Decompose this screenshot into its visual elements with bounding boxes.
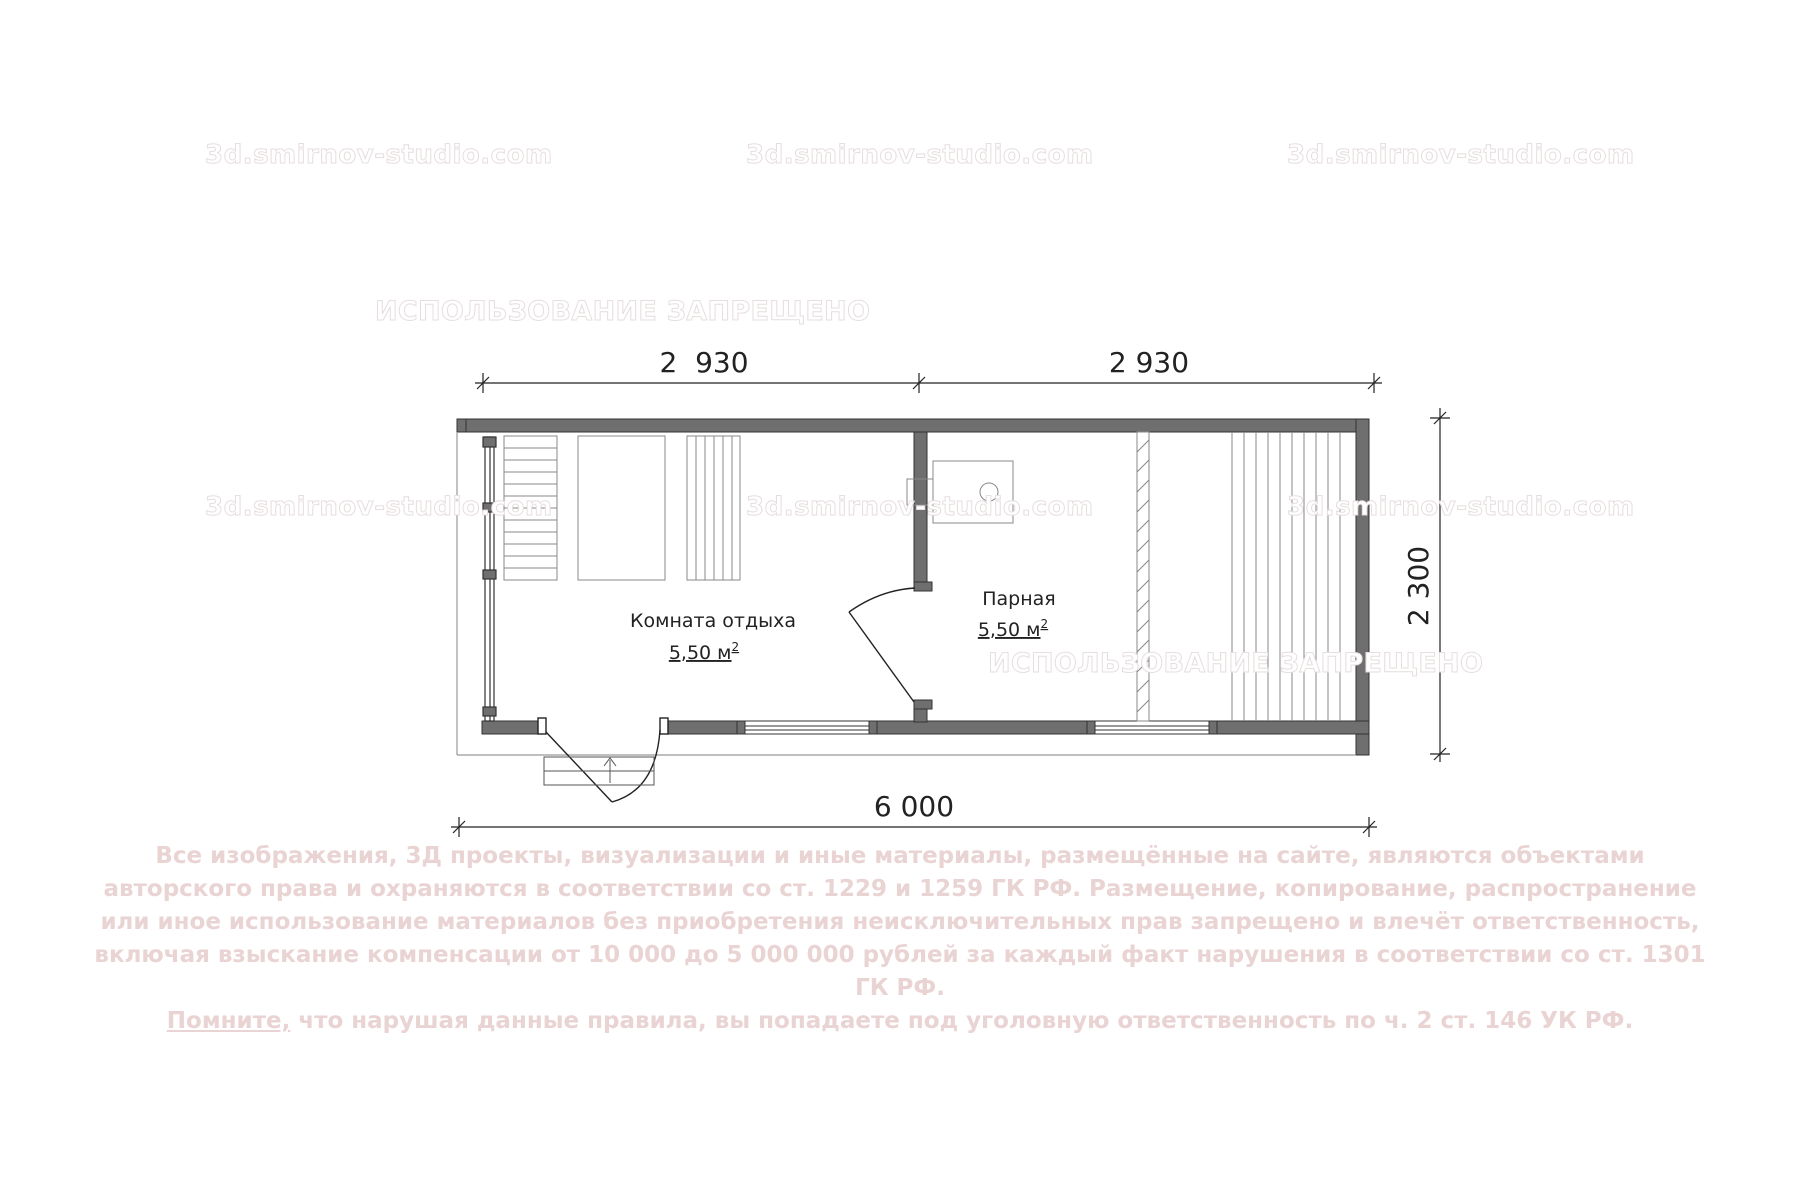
watermark-site: 3d.smirnov-studio.com (1287, 140, 1635, 170)
door-leaf (849, 612, 914, 702)
partition-door-jamb-bottom (914, 700, 932, 709)
window-steam-room (1087, 721, 1217, 734)
window-sash-left (1087, 721, 1095, 734)
window-frame (1087, 721, 1217, 734)
wall-top (457, 419, 1369, 432)
window-sash-right (869, 721, 877, 734)
window-frame (737, 721, 877, 734)
glazing-post-bottom (483, 707, 496, 716)
glazing-post-mid2 (483, 570, 496, 579)
room-area-steam-room: 5,50 $м^2$ (977, 617, 1049, 641)
room-area-rest-room: 5,50 $м^2$ (668, 640, 740, 664)
entrance-steps (544, 757, 654, 785)
watermark-site: 3d.smirnov-studio.com (746, 492, 1094, 522)
window-sash-left (737, 721, 745, 734)
wall-right (1356, 419, 1369, 755)
wall-bottom-steam (1217, 721, 1369, 734)
window-sash-right (1209, 721, 1217, 734)
glazing-post-top (483, 437, 496, 447)
copyright-notice (90, 840, 1710, 1038)
watermark-site: 3d.smirnov-studio.com (1287, 492, 1635, 522)
watermark-site: 3d.smirnov-studio.com (746, 140, 1094, 170)
interior-door (849, 588, 915, 702)
room-name-rest-room: Комната отдыха (630, 610, 796, 632)
dim-label-top-right: 2 930 (1108, 346, 1190, 379)
partition-door-jamb-top (914, 582, 932, 591)
room-name-steam-room: Парная (982, 588, 1056, 610)
remember-text: что нарушая данные правила, вы попадаете под уголовную ответственность по ч. 2 ст. 146 УК РФ. (290, 1008, 1634, 1034)
table (578, 436, 665, 580)
wall-stub-left (457, 419, 466, 432)
dimension-lines (451, 373, 1450, 837)
door-jamb-right (660, 718, 668, 734)
copyright-notice-text: Все изображения, 3Д проекты, визуализации и иные материалы, размещённые на сайте, являются объектами авторского права и охраняются в соответствии со ст. 1229 и 1259 ГК РФ. Размещение, копирование, распространение или иное использование материалов без приобретения неисключительных прав запрещено и влечёт ответственность, включая взыскание компенсации от 10 000 до 5 000 000 рублей за каждый факт нарушения в соответствии со ст. 1301 ГК РФ. (94, 843, 1706, 1001)
door-leaf (546, 732, 612, 802)
dimension-labels (659, 346, 1435, 823)
wall-bottom-left (482, 721, 542, 734)
partition-wall (914, 432, 932, 722)
door-jamb-left (538, 718, 546, 734)
remember-label: Помните, (166, 1008, 291, 1034)
entrance-door (538, 718, 668, 802)
wall-bottom-rest (665, 721, 737, 734)
door-swing-arc (612, 730, 660, 802)
watermark-ban: ИСПОЛЬЗОВАНИЕ ЗАПРЕЩЕНО (375, 296, 871, 327)
window-rest-room (737, 721, 877, 734)
door-swing-arc (849, 588, 915, 612)
watermark-ban: ИСПОЛЬЗОВАНИЕ ЗАПРЕЩЕНО (988, 648, 1484, 679)
watermark-site: 3d.smirnov-studio.com (205, 140, 553, 170)
dim-label-right-height: 2 300 (1402, 545, 1435, 627)
dim-label-top-left: 2 930 (659, 346, 749, 379)
dim-label-bottom-total: 6 000 (873, 790, 955, 823)
watermark-site: 3d.smirnov-studio.com (205, 492, 553, 522)
wall-bottom-mid (877, 721, 1087, 734)
